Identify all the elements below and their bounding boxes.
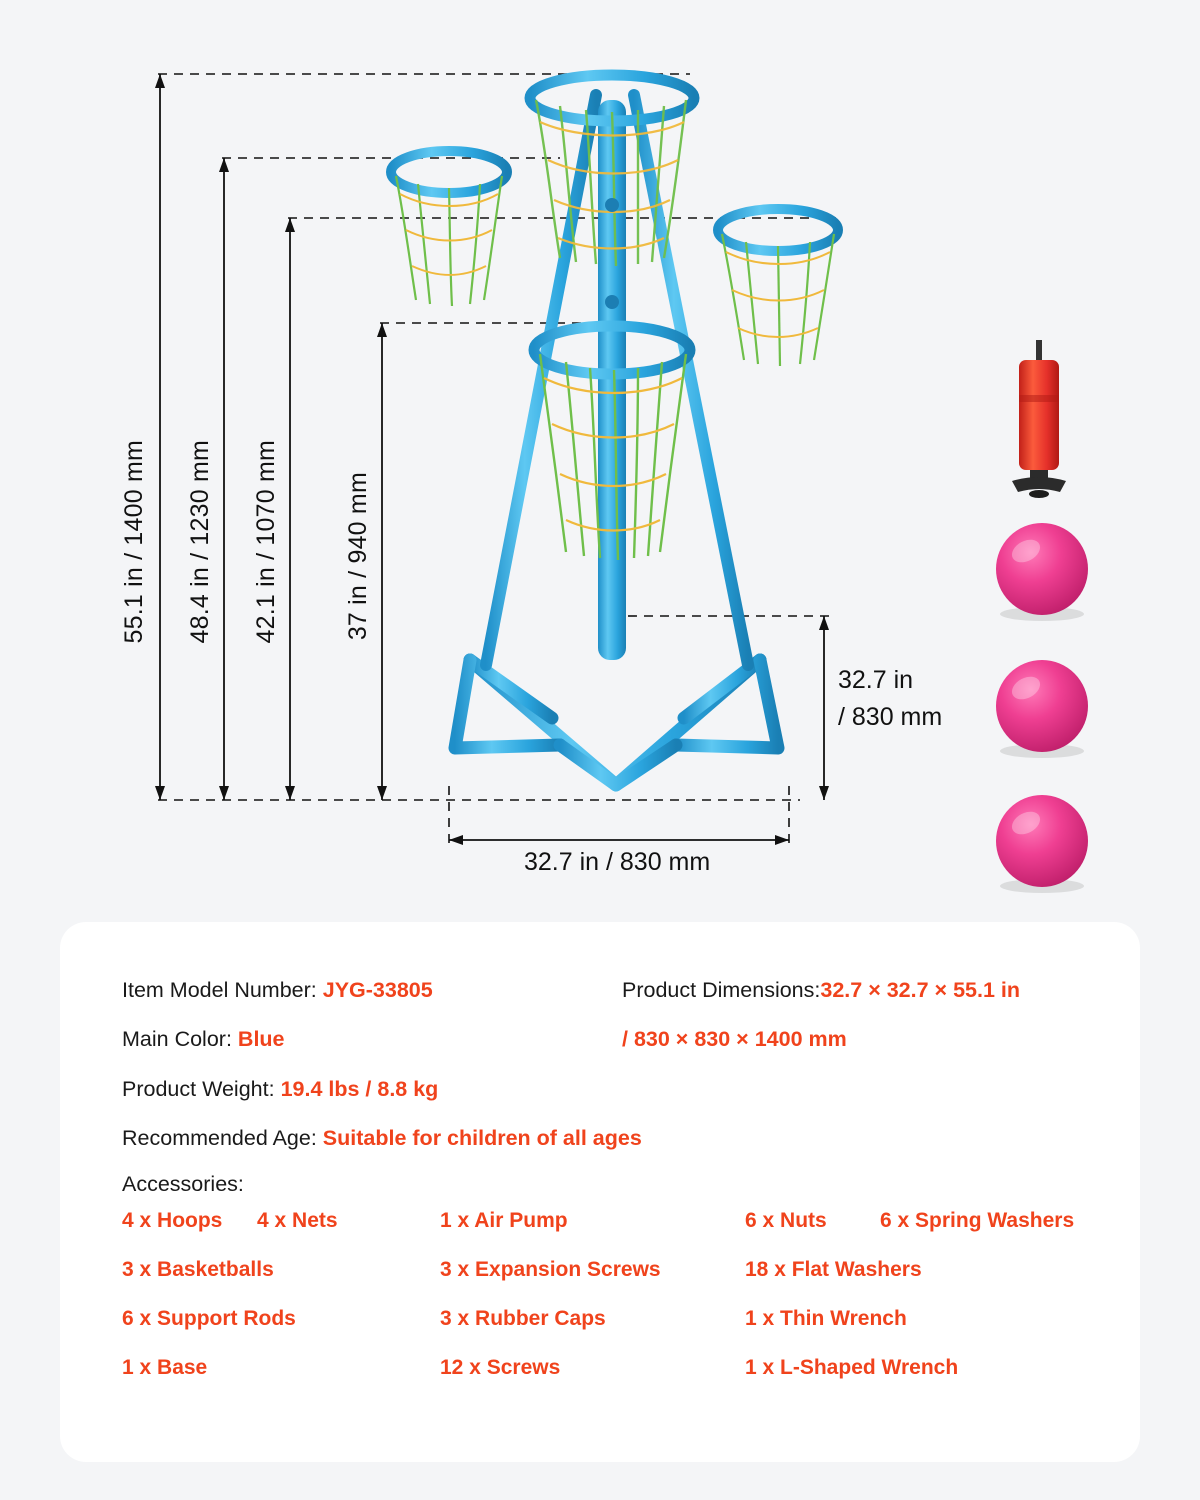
dimension-label-base-height-line1: 32.7 in xyxy=(838,666,914,694)
dimensions-value-line1: 32.7 × 32.7 × 55.1 in xyxy=(820,978,1020,1002)
color-value: Blue xyxy=(237,1027,285,1052)
dimension-label-hoop-1: 48.4 in / 1230 mm xyxy=(186,440,214,644)
accessory-item: 4 x Nets xyxy=(257,1209,338,1232)
accessories-columns xyxy=(122,1209,1078,1405)
accessory-item: 18 x Flat Washers xyxy=(745,1258,922,1281)
weight-label: Product Weight: xyxy=(122,1076,275,1101)
spec-row-age xyxy=(122,1122,1078,1154)
dimensions-label: Product Dimensions: xyxy=(622,978,821,1002)
dimension-label-hoop-2: 42.1 in / 1070 mm xyxy=(252,440,280,644)
color-label: Main Color: xyxy=(122,1027,232,1052)
dimensions-value-line2: / 830 × 830 × 1400 mm xyxy=(622,1027,847,1052)
accessory-pair xyxy=(745,1209,1078,1258)
accessory-item: 1 x Air Pump xyxy=(440,1209,568,1232)
accessories-column-3 xyxy=(745,1209,1078,1405)
accessories-column-2 xyxy=(440,1209,745,1405)
dimension-label-base-width: 32.7 in / 830 mm xyxy=(524,848,711,876)
accessory-pair xyxy=(122,1209,440,1258)
spec-left-column xyxy=(122,974,622,1073)
weight-value: 19.4 lbs / 8.8 kg xyxy=(280,1076,439,1101)
accessories-column-1 xyxy=(122,1209,440,1405)
dimension-label-hoop-3: 37 in / 940 mm xyxy=(344,472,372,641)
accessory-item: 6 x Spring Washers xyxy=(880,1209,1075,1232)
basketball-image-3 xyxy=(996,795,1088,893)
accessory-item: 1 x L-Shaped Wrench xyxy=(745,1356,959,1379)
spec-row-dimensions xyxy=(622,974,1078,1006)
spec-right-column xyxy=(622,974,1078,1073)
accessory-item: 3 x Expansion Screws xyxy=(440,1258,661,1281)
dimension-label-total-height: 55.1 in / 1400 mm xyxy=(120,440,148,644)
accessory-item: 6 x Nuts xyxy=(745,1209,827,1232)
accessory-item: 1 x Base xyxy=(122,1356,208,1379)
spec-top-grid xyxy=(122,974,1078,1073)
spec-row-model xyxy=(122,974,622,1006)
age-value: Suitable for children of all ages xyxy=(322,1125,642,1150)
air-pump-image xyxy=(1012,340,1066,498)
hoop-right xyxy=(718,209,838,366)
accessory-item: 3 x Basketballs xyxy=(122,1258,274,1281)
accessory-item: 12 x Screws xyxy=(440,1356,561,1379)
spec-row-dimensions-cont xyxy=(622,1023,1078,1055)
basketball-stand-frame xyxy=(391,75,838,785)
dimension-label-base-height-line2: / 830 mm xyxy=(838,703,943,731)
spec-row-color xyxy=(122,1023,622,1055)
spec-row-weight xyxy=(122,1073,1078,1105)
age-label: Recommended Age: xyxy=(122,1125,317,1150)
accessories-label: Accessories: xyxy=(122,1172,244,1196)
hoop-left xyxy=(391,151,507,306)
accessory-item: 6 x Support Rods xyxy=(122,1307,296,1330)
accessory-item: 3 x Rubber Caps xyxy=(440,1307,606,1330)
basketball-image-2 xyxy=(996,660,1088,758)
basketball-image-1 xyxy=(996,523,1088,621)
model-label: Item Model Number: xyxy=(122,978,317,1002)
model-value: JYG-33805 xyxy=(322,978,433,1002)
specification-card xyxy=(60,922,1140,1462)
accessory-item: 1 x Thin Wrench xyxy=(745,1307,907,1330)
accessory-item: 4 x Hoops xyxy=(122,1209,223,1232)
